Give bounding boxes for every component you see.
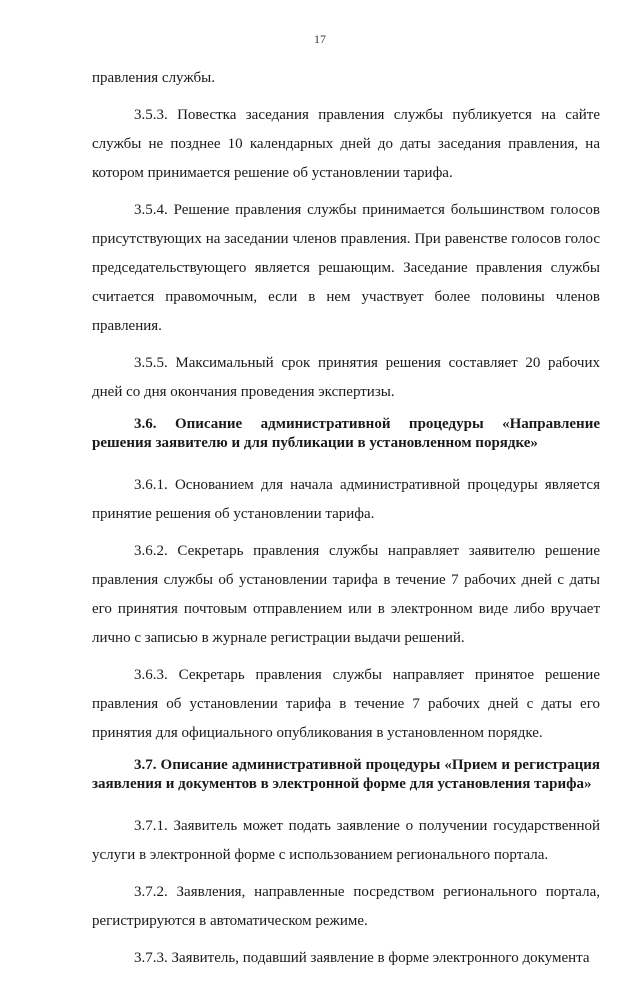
section-heading-3-7: 3.7. Описание административной процедуры «Прием и регистрация заявления и документов в электронной форме для установления тарифа» (92, 757, 600, 792)
paragraph-continuation: правления службы. (92, 70, 215, 86)
page-number: 17 (314, 32, 326, 46)
paragraph-3-6-3: 3.6.3. Секретарь правления службы направляет принятое решение правления об установлении тарифа в течение 7 рабочих дней с даты его принятия для официального опубликования в установленном порядке. (92, 667, 600, 741)
paragraph-3-7-2: 3.7.2. Заявления, направленные посредством регионального портала, регистрируются в автоматическом режиме. (92, 884, 600, 929)
paragraph-3-5-5: 3.5.5. Максимальный срок принятия решения составляет 20 рабочих дней со дня окончания проведения экспертизы. (92, 355, 600, 400)
paragraph-3-5-3: 3.5.3. Повестка заседания правления службы публикуется на сайте службы не позднее 10 календарных дней до даты заседания правления, на котором принимается решение об установлении тарифа. (92, 107, 600, 181)
paragraph-3-5-4: 3.5.4. Решение правления службы принимается большинством голосов присутствующих на заседании членов правления. При равенстве голосов голос председательствующего является решающим. Заседание правления службы считается правомочным, если в нем участвует более половины членов правления. (92, 202, 600, 334)
document-body (92, 64, 600, 981)
paragraph-3-7-1: 3.7.1. Заявитель может подать заявление о получении государственной услуги в электронной форме с использованием регионального портала. (92, 818, 600, 863)
paragraph-3-7-3: 3.7.3. Заявитель, подавший заявление в форме электронного документа (134, 950, 590, 966)
paragraph-3-6-1: 3.6.1. Основанием для начала административной процедуры является принятие решения об установлении тарифа. (92, 477, 600, 522)
paragraph-3-6-2: 3.6.2. Секретарь правления службы направляет заявителю решение правления службы об установлении тарифа в течение 7 рабочих дней с даты его принятия почтовым отправлением или в электронном виде либо вручает лично с записью в журнале регистрации выдачи решений. (92, 543, 600, 646)
section-heading-3-6: 3.6. Описание административной процедуры «Направление решения заявителю и для публикации в установленном порядке» (92, 416, 600, 451)
